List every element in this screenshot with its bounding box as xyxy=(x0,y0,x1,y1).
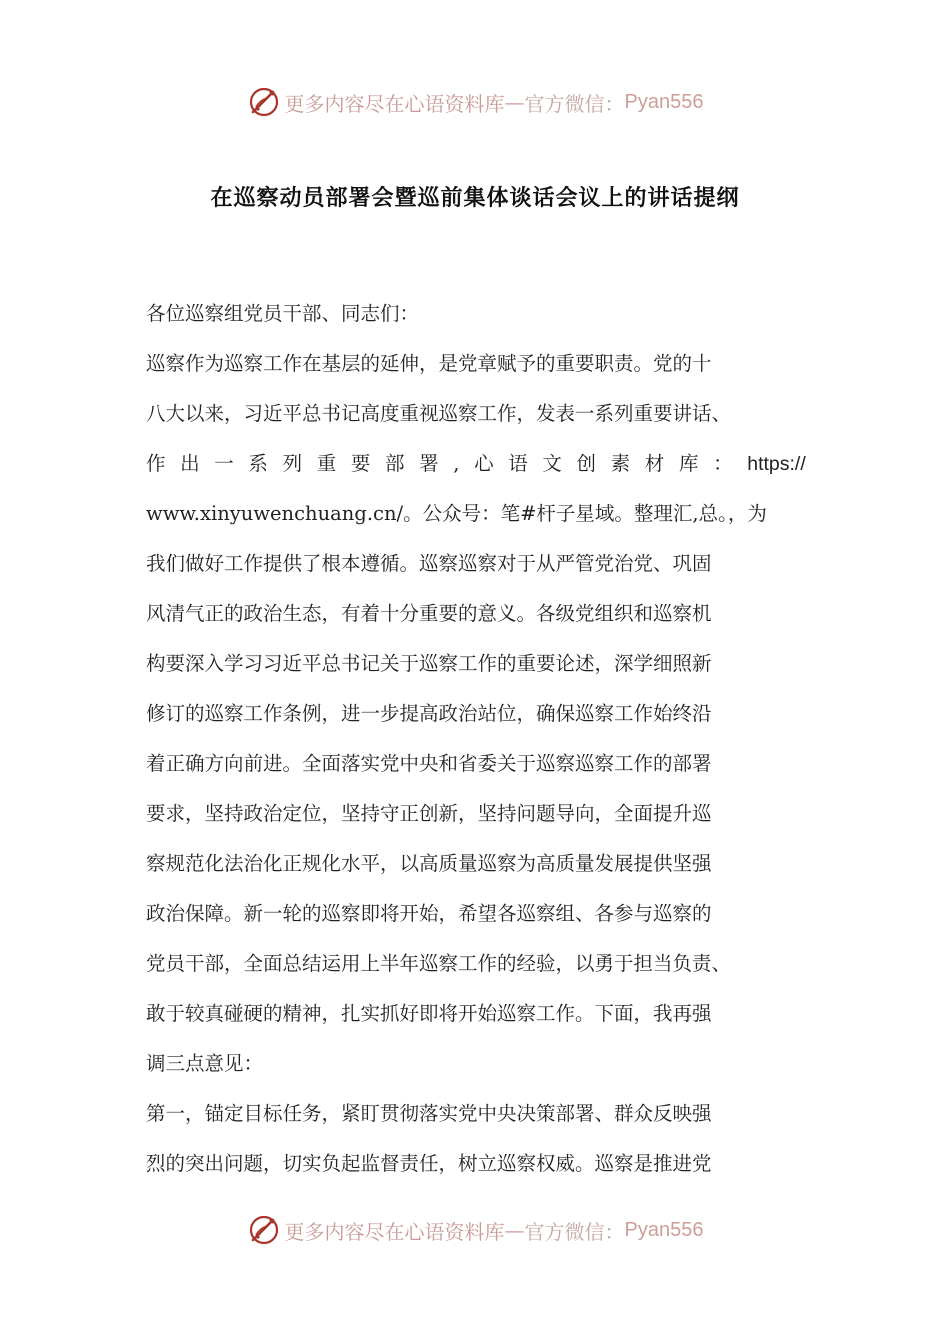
spaced-char: 语 xyxy=(508,452,528,475)
body-line: 风清气正的政治生态，有着十分重要的意义。各级党组织和巡察机 xyxy=(146,602,712,625)
spaced-char: 出 xyxy=(180,452,200,475)
banner-wechat-id: Pyan556 xyxy=(624,90,704,113)
spaced-char: ： xyxy=(713,452,733,475)
banner-wechat-id: Pyan556 xyxy=(624,1218,704,1241)
spaced-url-fragment: https:// xyxy=(747,453,806,475)
body-line: www.xinyuwenchuang.cn/。公众号：笔#杆子星域。整理汇,总。，为 xyxy=(146,502,767,525)
body-line: 各位巡察组党员干部、同志们： xyxy=(146,302,420,325)
body-line: 要求，坚持政治定位，坚持守正创新，坚持问题导向，全面提升巡 xyxy=(146,802,712,825)
spaced-char: , xyxy=(453,452,460,475)
page-title: 在巡察动员部署会暨巡前集体谈话会议上的讲话提纲 xyxy=(210,186,740,211)
body-line: 烈的突出问题，切实负起监督责任，树立巡察权威。巡察是推进党 xyxy=(146,1152,712,1175)
body-line: 我们做好工作提供了根本遵循。巡察巡察对于从严管党治党、巩固 xyxy=(146,552,712,575)
body-line: 八大以来，习近平总书记高度重视巡察工作，发表一系列重要讲话、 xyxy=(146,402,732,425)
spaced-char: 部 xyxy=(384,452,405,475)
banner-wechat-label: 官方微信： xyxy=(524,1219,625,1244)
spaced-char: 重 xyxy=(316,452,337,475)
body-line: 着正确方向前进。全面落实党中央和省委关于巡察巡察工作的部署 xyxy=(146,752,712,775)
spaced-char: 一 xyxy=(214,452,234,475)
banner-separator: — xyxy=(504,1218,525,1242)
spaced-char: 创 xyxy=(576,452,597,475)
spaced-char: 文 xyxy=(542,452,562,475)
spaced-char: 库 xyxy=(678,452,699,475)
banner-wechat-label: 官方微信： xyxy=(524,91,625,116)
body-line: 政治保障。新一轮的巡察即将开始，希望各巡察组、各参与巡察的 xyxy=(146,902,712,925)
spaced-char: 心 xyxy=(474,452,494,475)
body-line: 修订的巡察工作条例，进一步提高政治站位，确保巡察工作始终沿 xyxy=(146,702,712,725)
body-line: 调三点意见： xyxy=(146,1052,264,1075)
spaced-char: 素 xyxy=(610,452,631,475)
body-line: 察规范化法治化正规化水平，以高质量巡察为高质量发展提供坚强 xyxy=(146,852,712,875)
banner-text: 更多内容尽在心语资料库 xyxy=(284,1219,505,1244)
body-line: 党员干部，全面总结运用上半年巡察工作的经验，以勇于担当负责、 xyxy=(146,952,732,975)
banner-separator: — xyxy=(504,90,525,114)
header-banner xyxy=(0,82,950,122)
spaced-char: 材 xyxy=(644,452,665,475)
spaced-char: 要 xyxy=(350,452,371,475)
body-line: 构要深入学习习近平总书记关于巡察工作的重要论述，深学细照新 xyxy=(146,652,712,675)
spaced-char: 作 xyxy=(146,452,166,475)
spaced-char: 署 xyxy=(419,452,439,475)
body-line: 第一，锚定目标任务，紧盯贯彻落实党中央决策部署、群众反映强 xyxy=(146,1102,712,1125)
footer-banner xyxy=(0,1210,950,1250)
pen-logo-icon xyxy=(247,85,281,119)
body-line: 巡察作为巡察工作在基层的延伸，是党章赋予的重要职责。党的十 xyxy=(146,352,712,375)
pen-logo-icon xyxy=(247,1213,281,1247)
spaced-char: 列 xyxy=(282,452,303,475)
body-line-spaced xyxy=(146,449,806,479)
spaced-char: 系 xyxy=(248,452,268,475)
banner-text: 更多内容尽在心语资料库 xyxy=(284,91,505,116)
body-line: 敢于较真碰硬的精神，扎实抓好即将开始巡察工作。下面，我再强 xyxy=(146,1002,712,1025)
